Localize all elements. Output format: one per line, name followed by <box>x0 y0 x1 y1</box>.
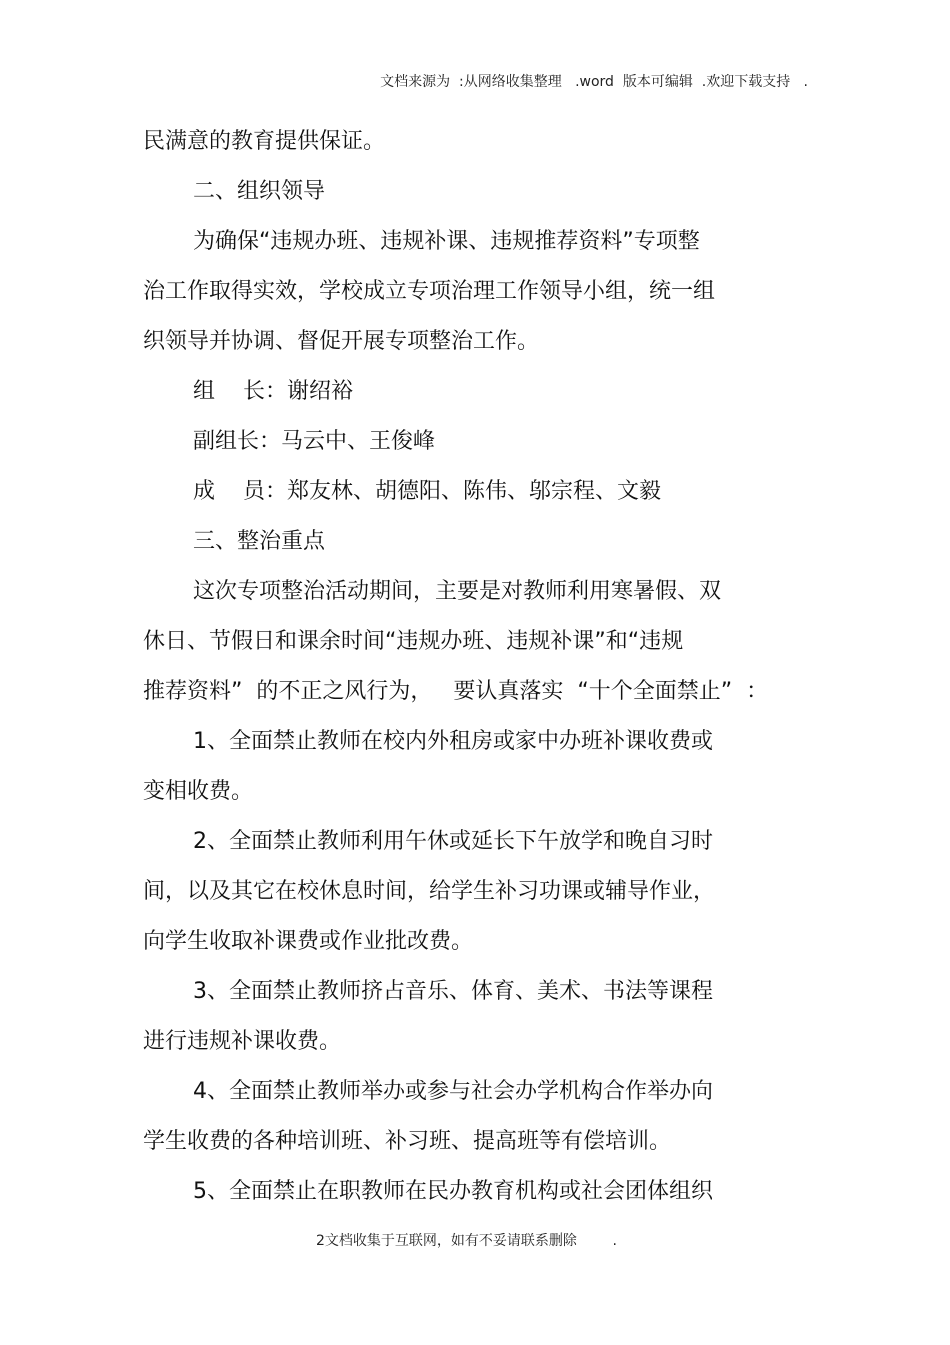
team-leader-line: 组 长：谢绍裕 <box>193 379 353 404</box>
rule-5-line-1: 5、全面禁止在职教师在民办教育机构或社会团体组织 <box>193 1179 713 1204</box>
body-line-4: 治工作取得实效，学校成立专项治理工作领导小组，统一组 <box>143 279 716 304</box>
section-heading-organization: 二、组织领导 <box>193 179 326 204</box>
body-line-1: 民满意的教育提供保证。 <box>143 129 386 154</box>
rule-4-line-1: 4、全面禁止教师举办或参与社会办学机构合作举办向 <box>193 1079 713 1104</box>
members-line: 成 员：郑友林、胡德阳、陈伟、邬宗程、文毅 <box>193 479 661 504</box>
rule-2-line-2: 间，以及其它在校休息时间，给学生补习功课或辅导作业， <box>143 879 716 904</box>
section-heading-focus: 三、整治重点 <box>193 529 326 554</box>
page-header: 文档来源为 :从网络收集整理 .word 版本可编辑 .欢迎下载支持 . <box>380 74 808 90</box>
rule-3-line-2: 进行违规补课收费。 <box>143 1029 342 1054</box>
rule-4-line-2: 学生收费的各种培训班、补习班、提高班等有偿培训。 <box>143 1129 672 1154</box>
rule-3-line-1: 3、全面禁止教师挤占音乐、体育、美术、书法等课程 <box>193 979 713 1004</box>
page-footer: 2文档收集于互联网，如有不妥请联系删除 . <box>316 1233 617 1249</box>
rule-2-line-1: 2、全面禁止教师利用午休或延长下午放学和晚自习时 <box>193 829 713 854</box>
body-line-10: 这次专项整治活动期间，主要是对教师利用寒暑假、双 <box>193 579 722 604</box>
rule-1-line-1: 1、全面禁止教师在校内外租房或家中办班补课收费或 <box>193 729 713 754</box>
deputy-leader-line: 副组长：马云中、王俊峰 <box>193 429 436 454</box>
body-line-5: 织领导并协调、督促开展专项整治工作。 <box>143 329 540 354</box>
body-line-3: 为确保“违规办班、违规补课、违规推荐资料”专项整 <box>193 229 700 254</box>
rule-1-line-2: 变相收费。 <box>143 779 254 804</box>
rule-2-line-3: 向学生收取补课费或作业批改费。 <box>143 929 474 954</box>
body-line-11: 休日、节假日和课余时间“违规办班、违规补课”和“违规 <box>143 629 684 654</box>
body-line-12: 推荐资料” 的不正之风行为， 要认真落实 “十个全面禁止” ： <box>143 679 769 704</box>
